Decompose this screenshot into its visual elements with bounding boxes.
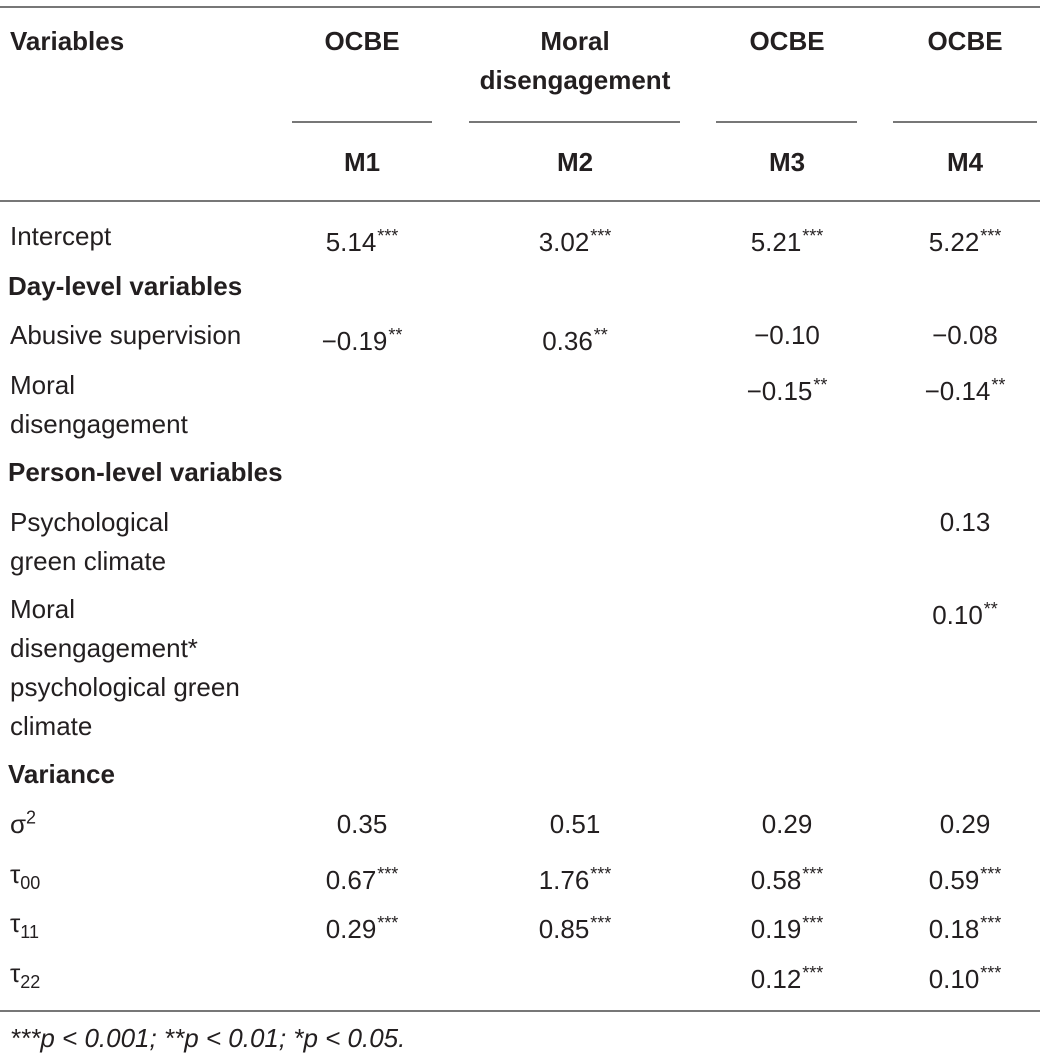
- cell-intercept-m4: 5.22***: [928, 226, 1002, 257]
- cell-psych-m4: 0.13: [939, 507, 991, 537]
- row-label-interaction-line4: climate: [10, 711, 93, 741]
- cell-intercept-m3: 5.21***: [750, 226, 824, 257]
- subrule-m4: [893, 121, 1037, 123]
- header-ocbe-m4: OCBE: [927, 26, 1003, 56]
- subrule-m3: [716, 121, 857, 123]
- section-day-level: Day-level variables: [8, 271, 243, 301]
- header-m3: M3: [768, 147, 806, 177]
- cell-sigma2-m2: 0.51: [549, 809, 601, 839]
- row-label-tau11: $\tau_{11}$: [10, 908, 39, 943]
- table-footnote: ***p < 0.001; **p < 0.01; *p < 0.05.: [10, 1023, 406, 1053]
- row-label-moral-line2: disengagement: [10, 409, 188, 439]
- cell-tau11-m4: 0.18***: [928, 913, 1002, 944]
- row-label-psych-line1: Psychological: [10, 507, 169, 537]
- row-label-tau22: $\tau_{22}$: [10, 958, 41, 993]
- cell-intercept-m2: 3.02***: [538, 226, 612, 257]
- cell-tau11-m1: 0.29***: [325, 913, 399, 944]
- cell-tau11-m2: 0.85***: [538, 913, 612, 944]
- row-label-abusive-supervision: Abusive supervision: [10, 320, 242, 350]
- row-label-intercept: Intercept: [10, 221, 112, 251]
- cell-sigma2-m3: 0.29: [761, 809, 813, 839]
- header-m2: M2: [556, 147, 594, 177]
- row-label-sigma2: $\sigma^2$: [10, 807, 37, 839]
- top-rule: [0, 6, 1040, 8]
- cell-tau22-m4: 0.10***: [928, 963, 1002, 994]
- row-label-tau00: $\tau_{00}$: [10, 859, 41, 894]
- cell-tau11-m3: 0.19***: [750, 913, 824, 944]
- row-label-interaction-line3: psychological green: [10, 672, 240, 702]
- header-variables: Variables: [10, 26, 125, 56]
- header-ocbe-m1: OCBE: [324, 26, 400, 56]
- cell-tau00-m1: 0.67***: [325, 864, 399, 895]
- row-label-interaction-line2: disengagement*: [10, 633, 198, 663]
- cell-moral-m4: −0.14**: [924, 375, 1006, 406]
- header-rule: [0, 200, 1040, 202]
- cell-abusive-m2: 0.36**: [542, 325, 608, 356]
- row-label-interaction-line1: Moral: [10, 594, 76, 624]
- cell-abusive-m3: −0.10: [754, 320, 820, 350]
- bottom-rule: [0, 1010, 1040, 1012]
- cell-sigma2-m1: 0.35: [336, 809, 388, 839]
- cell-abusive-m1: −0.19**: [321, 325, 403, 356]
- header-m4: M4: [946, 147, 984, 177]
- header-moral-line2: disengagement: [479, 65, 671, 95]
- section-variance: Variance: [8, 759, 115, 789]
- cell-tau00-m2: 1.76***: [538, 864, 612, 895]
- row-label-moral-line1: Moral: [10, 370, 76, 400]
- header-ocbe-m3: OCBE: [749, 26, 825, 56]
- cell-abusive-m4: −0.08: [932, 320, 998, 350]
- cell-tau22-m3: 0.12***: [750, 963, 824, 994]
- cell-tau00-m3: 0.58***: [750, 864, 824, 895]
- cell-intercept-m1: 5.14***: [325, 226, 399, 257]
- subrule-m2: [469, 121, 680, 123]
- subrule-m1: [292, 121, 432, 123]
- cell-moral-m3: −0.15**: [746, 375, 828, 406]
- row-label-psych-line2: green climate: [10, 546, 167, 576]
- section-person-level: Person-level variables: [8, 457, 283, 487]
- cell-tau00-m4: 0.59***: [928, 864, 1002, 895]
- cell-interaction-m4: 0.10**: [932, 599, 998, 630]
- header-moral-line1: Moral: [540, 26, 610, 56]
- cell-sigma2-m4: 0.29: [939, 809, 991, 839]
- header-m1: M1: [343, 147, 381, 177]
